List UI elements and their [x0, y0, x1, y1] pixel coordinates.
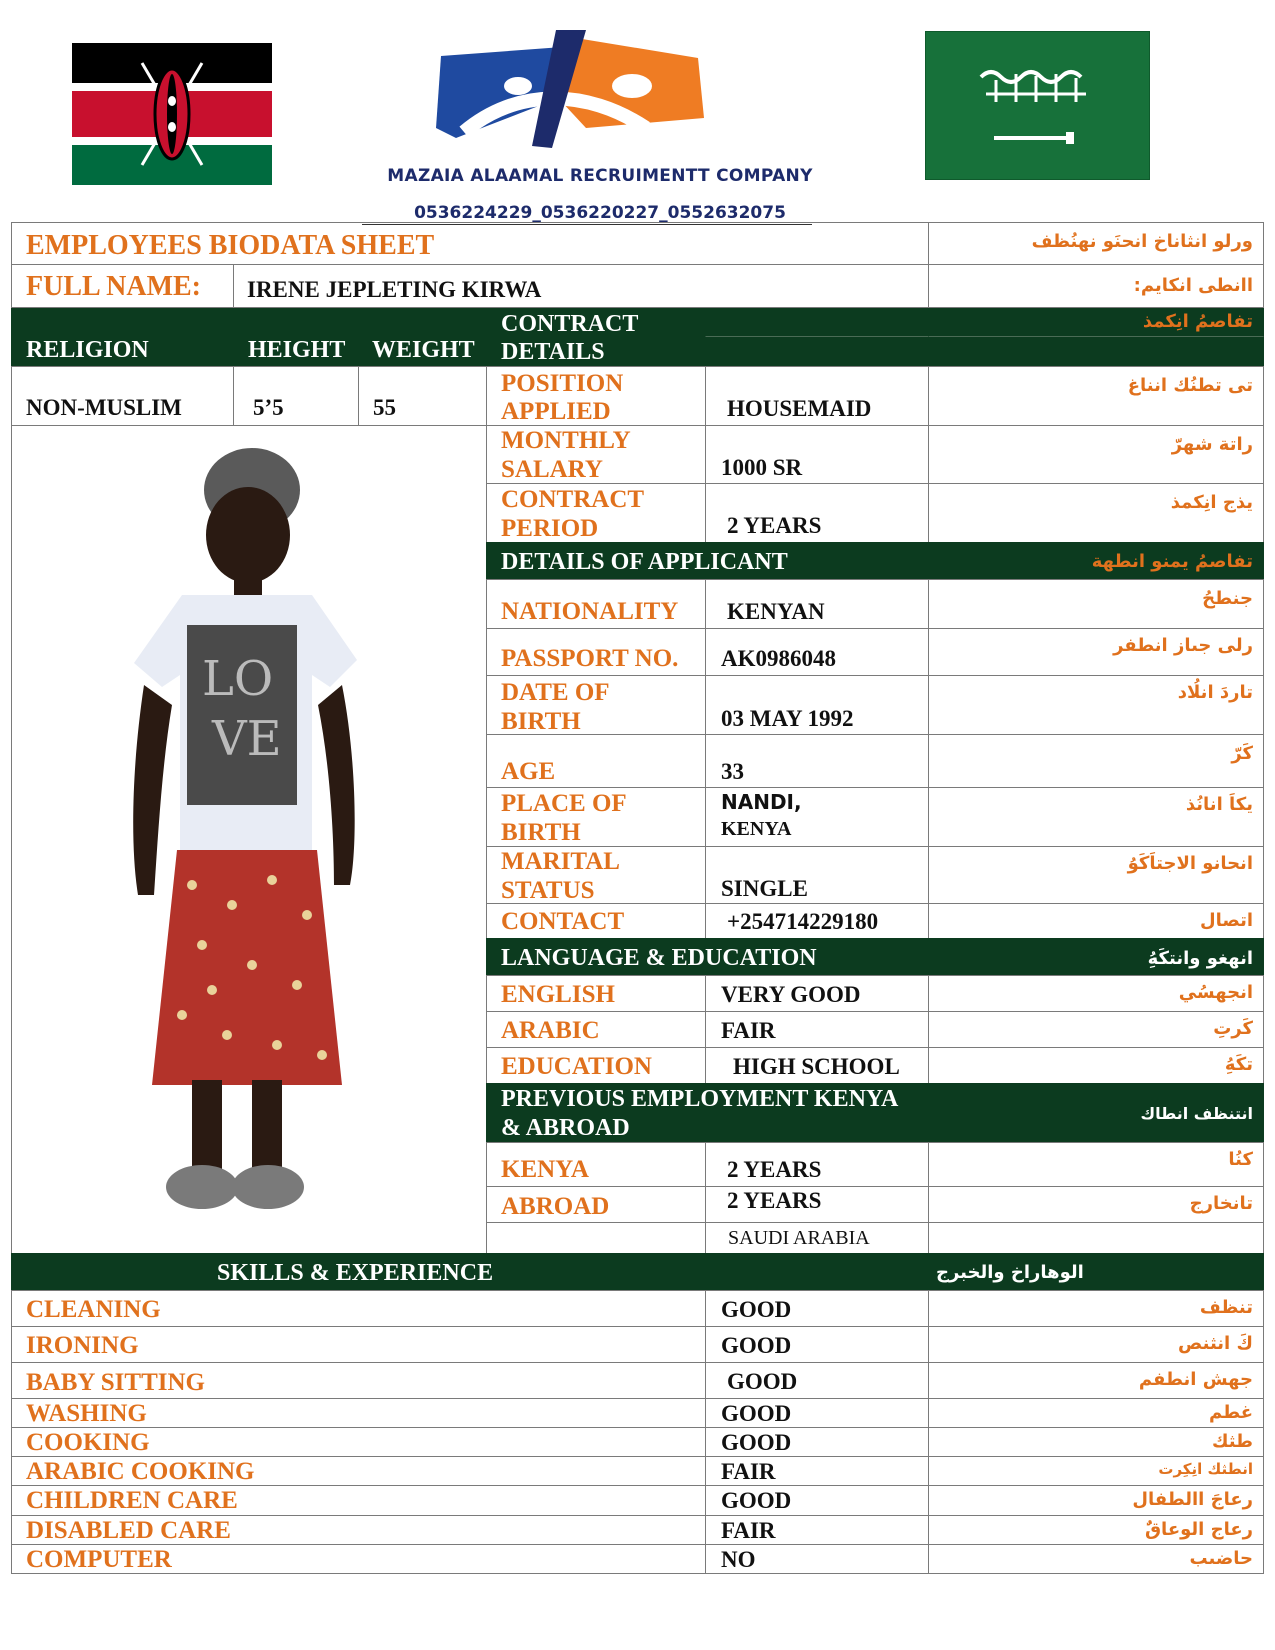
full-name-label-cell: [11, 264, 234, 308]
nationality-label: NATIONALITY: [501, 598, 679, 625]
skill-label-cell: [11, 1515, 706, 1545]
full-name-ar: اانطى انكايم:: [1133, 275, 1253, 296]
skill-label: CHILDREN CARE: [26, 1487, 238, 1514]
skill-ar-cell: [928, 1398, 1264, 1428]
skill-value-cell: [705, 1427, 929, 1457]
passport-label: PASSPORT NO.: [501, 645, 679, 672]
kenya-value-cell: [705, 1142, 929, 1187]
basic-header: [11, 308, 487, 366]
applicant-header: [486, 542, 929, 580]
contact-label-cell: [486, 903, 706, 939]
skill-label: BABY SITTING: [26, 1369, 205, 1396]
passport-ar-cell: [928, 628, 1264, 676]
religion-header: RELIGION: [26, 337, 149, 363]
skill-label-cell: [11, 1398, 706, 1428]
age-ar: كَرّ: [1231, 743, 1253, 764]
contract-header-ar-cell: [928, 308, 1264, 337]
svg-text:LO: LO: [202, 651, 274, 707]
height-cell: [233, 366, 359, 426]
salary-ar-cell: [928, 425, 1264, 484]
pob-label-cell: [486, 787, 706, 847]
dob-value-cell: [705, 675, 929, 735]
pob-ar-cell: [928, 787, 1264, 847]
skill-ar-cell: [928, 1326, 1264, 1363]
company-logo: [436, 28, 706, 150]
abroad-label-cell: [486, 1186, 706, 1223]
position-label-line1: POSITION: [501, 370, 624, 397]
marital-label-line2: STATUS: [501, 877, 595, 904]
weight-header: WEIGHT: [372, 337, 475, 363]
kenya-value: 2 YEARS: [727, 1157, 822, 1182]
skill-value: GOOD: [727, 1369, 798, 1394]
skill-ar-cell: [928, 1544, 1264, 1574]
kenya-flag: [72, 43, 272, 185]
skill-ar: انطثك انِكِرت: [1158, 1460, 1253, 1478]
skill-ar: حاضىب: [1189, 1548, 1253, 1569]
salary-label-line1: MONTHLY: [501, 427, 631, 454]
marital-ar-cell: [928, 846, 1264, 904]
skill-label-cell: [11, 1456, 706, 1486]
contact-value: +254714229180: [727, 909, 879, 934]
period-ar-cell: [928, 483, 1264, 543]
skill-value-cell: [705, 1290, 929, 1327]
religion-value: NON-MUSLIM: [26, 395, 182, 420]
marital-value: SINGLE: [721, 876, 808, 901]
period-label-cell: [486, 483, 706, 543]
previous-header: [486, 1083, 929, 1143]
dob-label-cell: [486, 675, 706, 735]
contract-header-blank: [705, 308, 929, 337]
skill-label: IRONING: [26, 1332, 139, 1359]
previous-header-line1: PREVIOUS EMPLOYMENT KENYA: [501, 1086, 899, 1112]
skills-header-ar-cell: [705, 1253, 1264, 1291]
contact-ar: اتصال: [1199, 910, 1253, 931]
abroad-value-cell: [705, 1186, 929, 1223]
language-header-ar: انهغو وانتكَهُِ: [1147, 948, 1253, 969]
skill-label: ARABIC COOKING: [26, 1458, 255, 1485]
skill-ar: جهش انطفم: [1138, 1369, 1253, 1390]
skill-value: FAIR: [721, 1459, 776, 1484]
arabic-ar-cell: [928, 1011, 1264, 1048]
svg-text:VE: VE: [212, 711, 282, 767]
age-label-cell: [486, 734, 706, 788]
height-value: 5’5: [253, 395, 284, 420]
skill-ar-cell: [928, 1515, 1264, 1545]
contact-label: CONTACT: [501, 908, 625, 935]
abroad-label: ABROAD: [501, 1193, 610, 1220]
passport-label-cell: [486, 628, 706, 676]
education-value: HIGH SCHOOL: [733, 1054, 900, 1079]
english-value-cell: [705, 975, 929, 1012]
applicant-header-ar-cell: [928, 542, 1264, 580]
skill-value: GOOD: [721, 1430, 792, 1455]
abroad-country-ar-blank: [928, 1222, 1264, 1254]
period-label-line1: CONTRACT: [501, 486, 645, 513]
nationality-ar: جنطحُ: [1202, 588, 1253, 609]
pob-value-line1: NANDI,: [721, 790, 802, 814]
kenya-label-cell: [486, 1142, 706, 1187]
skills-header-text: SKILLS & EXPERIENCE: [217, 1260, 494, 1286]
dob-label-line2: BIRTH: [501, 708, 581, 735]
contact-value-cell: [705, 903, 929, 939]
skill-ar: طثك: [1211, 1431, 1253, 1452]
marital-ar: انحانو الاجتاَكَوُ: [1127, 853, 1253, 874]
skills-header: [11, 1253, 706, 1291]
applicant-header-text: DETAILS OF APPLICANT: [501, 549, 788, 575]
skill-label: CLEANING: [26, 1296, 161, 1323]
skill-value: GOOD: [721, 1297, 792, 1322]
previous-header-ar: انتنظف انطاك: [1140, 1104, 1253, 1123]
skill-label: COMPUTER: [26, 1546, 172, 1573]
previous-header-line2: & ABROAD: [501, 1115, 630, 1141]
sheet-title-ar: ورلو انثاناخ انحنَو نهنُظف: [1031, 231, 1253, 252]
skill-label-cell: [11, 1544, 706, 1574]
education-ar-cell: [928, 1047, 1264, 1084]
english-ar: انجهسُي: [1178, 982, 1253, 1003]
skill-label: COOKING: [26, 1429, 150, 1456]
position-value-cell: [705, 366, 929, 426]
contract-header-line2: DETAILS: [501, 339, 605, 365]
skill-ar-cell: [928, 1427, 1264, 1457]
education-ar: تكَهُِ: [1224, 1054, 1253, 1075]
period-ar: يذج انِكمذ: [1170, 492, 1253, 513]
salary-ar: راتة شهرّ: [1171, 434, 1253, 455]
language-header-ar-cell: [928, 938, 1264, 976]
skill-ar-cell: [928, 1290, 1264, 1327]
full-name-value: IRENE JEPLETING KIRWA: [247, 277, 542, 302]
contract-header-line1: CONTRACT: [501, 311, 639, 337]
marital-label-cell: [486, 846, 706, 904]
skill-ar: كَ انثنص: [1178, 1333, 1253, 1354]
contract-header-blank: [928, 336, 1264, 366]
skill-value-cell: [705, 1485, 929, 1516]
skill-value-cell: [705, 1362, 929, 1399]
skill-value-cell: [705, 1515, 929, 1545]
pob-label-line1: PLACE OF: [501, 790, 627, 817]
language-header: [486, 938, 929, 976]
skill-ar-cell: [928, 1362, 1264, 1399]
dob-value: 03 MAY 1992: [721, 706, 854, 731]
education-label: EDUCATION: [501, 1053, 652, 1080]
weight-cell: [358, 366, 487, 426]
full-name-label: FULL NAME:: [26, 271, 201, 302]
skill-ar: رعاجَ االطفال: [1132, 1489, 1253, 1510]
english-ar-cell: [928, 975, 1264, 1012]
pob-ar: يكاَ انانُذ: [1185, 794, 1253, 815]
contract-header-ar: تفاصمُ انِكمذ: [1142, 311, 1253, 332]
skill-label-cell: [11, 1362, 706, 1399]
skill-ar-cell: [928, 1456, 1264, 1486]
saudi-flag: [925, 31, 1150, 180]
position-ar: تى تطنُك انناغ: [1127, 375, 1253, 396]
passport-value-cell: [705, 628, 929, 676]
language-header-text: LANGUAGE & EDUCATION: [501, 945, 817, 971]
applicant-photo: [12, 425, 488, 1254]
skill-label-cell: [11, 1427, 706, 1457]
english-label-cell: [486, 975, 706, 1012]
arabic-label: ARABIC: [501, 1017, 600, 1044]
skill-label: DISABLED CARE: [26, 1517, 231, 1544]
abroad-country: SAUDI ARABIA: [728, 1227, 870, 1249]
company-phones: 0536224229_0536220227_0552632075: [414, 203, 786, 223]
period-value-cell: [705, 483, 929, 543]
kenya-label: KENYA: [501, 1156, 589, 1183]
education-label-cell: [486, 1047, 706, 1084]
skill-ar: تنظف: [1199, 1297, 1253, 1318]
applicant-header-ar: تفاصمُ يمنو انطهة: [1091, 551, 1253, 572]
previous-header-ar-cell: [928, 1083, 1264, 1143]
salary-value-cell: [705, 425, 929, 484]
salary-value: 1000 SR: [721, 455, 803, 480]
arabic-ar: كَرتِ: [1213, 1018, 1253, 1039]
full-name-value-cell: [233, 264, 929, 308]
company-name: MAZAIA ALAAMAL RECRUIMENTT COMPANY: [387, 166, 813, 186]
applicant-photo-area: [11, 425, 487, 1254]
skills-header-ar: الوهاراخ والخبرج: [936, 1262, 1084, 1283]
arabic-value-cell: [705, 1011, 929, 1048]
kenya-ar-cell: [928, 1142, 1264, 1187]
age-value-cell: [705, 734, 929, 788]
nationality-value-cell: [705, 579, 929, 629]
arabic-value: FAIR: [721, 1018, 776, 1043]
skill-label-cell: [11, 1290, 706, 1327]
contact-ar-cell: [928, 903, 1264, 939]
skill-value: FAIR: [721, 1518, 776, 1543]
age-value: 33: [721, 759, 744, 784]
position-label-cell: [486, 366, 706, 426]
age-ar-cell: [928, 734, 1264, 788]
skill-value-cell: [705, 1326, 929, 1363]
weight-value: 55: [373, 395, 396, 420]
abroad-ar-cell: [928, 1186, 1264, 1223]
kenya-ar: كنُا: [1228, 1149, 1253, 1170]
pob-value-cell: [705, 787, 929, 847]
marital-value-cell: [705, 846, 929, 904]
contract-header: [486, 308, 706, 366]
skill-value: GOOD: [721, 1401, 792, 1426]
skill-value: NO: [721, 1547, 756, 1572]
skill-value-cell: [705, 1544, 929, 1574]
contract-header-blank: [705, 336, 929, 366]
sheet-title: EMPLOYEES BIODATA SHEET: [26, 230, 435, 261]
education-value-cell: [705, 1047, 929, 1084]
religion-cell: [11, 366, 234, 426]
period-value: 2 YEARS: [727, 513, 822, 538]
nationality-label-cell: [486, 579, 706, 629]
english-label: ENGLISH: [501, 981, 615, 1008]
english-value: VERY GOOD: [721, 982, 861, 1007]
dob-ar: تاردَ انلُاد: [1177, 682, 1253, 703]
skill-label: WASHING: [26, 1400, 147, 1427]
position-ar-cell: [928, 366, 1264, 426]
salary-label-cell: [486, 425, 706, 484]
skill-ar-cell: [928, 1485, 1264, 1516]
passport-value: AK0986048: [721, 646, 836, 671]
pob-label-line2: BIRTH: [501, 819, 581, 846]
abroad-value: 2 YEARS: [727, 1188, 822, 1213]
sheet-title-ar-cell: [928, 222, 1264, 265]
dob-label-line1: DATE OF: [501, 679, 610, 706]
marital-label-line1: MARITAL: [501, 848, 620, 875]
abroad-country-blank: [486, 1222, 706, 1254]
skill-value: GOOD: [721, 1333, 792, 1358]
pob-value-line2: KENYA: [721, 818, 792, 840]
skill-value-cell: [705, 1398, 929, 1428]
age-label: AGE: [501, 758, 556, 785]
arabic-label-cell: [486, 1011, 706, 1048]
full-name-ar-cell: [928, 264, 1264, 308]
period-label-line2: PERIOD: [501, 515, 599, 542]
position-value: HOUSEMAID: [727, 396, 872, 421]
dob-ar-cell: [928, 675, 1264, 735]
skill-value-cell: [705, 1456, 929, 1486]
salary-label-line2: SALARY: [501, 456, 603, 483]
height-header: HEIGHT: [248, 337, 346, 363]
nationality-ar-cell: [928, 579, 1264, 629]
position-label-line2: APPLIED: [501, 398, 611, 425]
skill-ar: رعاج الوعاقٌُ: [1144, 1519, 1253, 1540]
abroad-country-cell: [705, 1222, 929, 1254]
skill-ar: غطم: [1209, 1402, 1253, 1423]
skill-label-cell: [11, 1485, 706, 1516]
skill-value: GOOD: [721, 1488, 792, 1513]
abroad-ar: تانخارج: [1189, 1193, 1253, 1214]
skill-label-cell: [11, 1326, 706, 1363]
passport-ar: رلى جىاز انطفر: [1113, 635, 1253, 656]
sheet-title-cell: [11, 222, 929, 265]
nationality-value: KENYAN: [727, 599, 825, 624]
